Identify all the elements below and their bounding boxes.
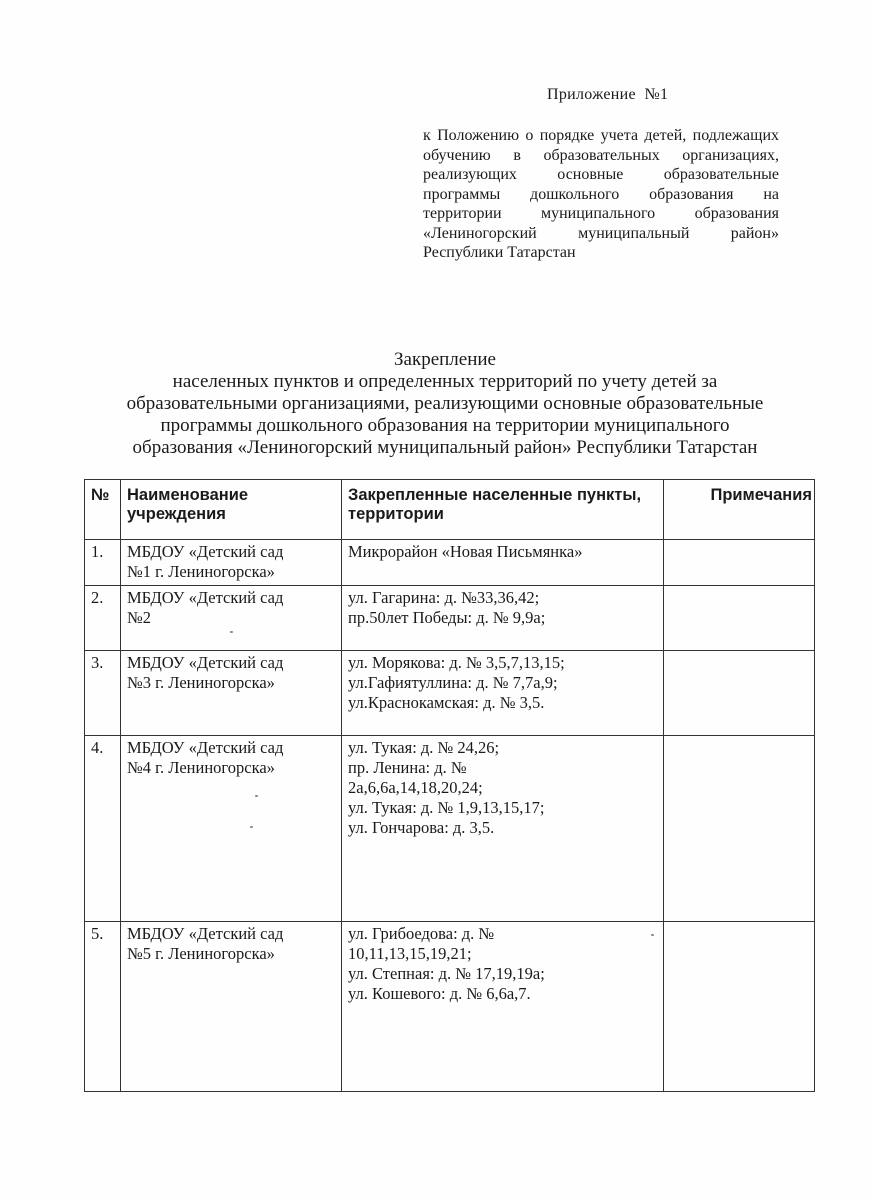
territory-line: ул. Гагарина: д. №33,36,42; (348, 588, 540, 607)
table-row (85, 922, 815, 1092)
notes-cell (664, 540, 815, 586)
header-territories: Закрепленные населенные пункты, территории (342, 480, 664, 540)
territory-line: ул. Тукая: д. № 1,9,13,15,17; (348, 798, 545, 817)
scan-speck (651, 934, 654, 936)
territory-line: пр.50лет Победы: д. № 9,9а; (348, 608, 546, 627)
institution-name (121, 651, 342, 736)
territory-line: 2а,6,6а,14,18,20,24; (348, 778, 483, 797)
territories-cell (342, 651, 664, 736)
row-number: 5. (85, 922, 121, 1092)
heading-line-3: образовательными организациями, реализующими основные образовательные (126, 393, 764, 414)
territory-line: Микрорайон «Новая Письмянка» (348, 542, 583, 561)
notes-cell (664, 736, 815, 922)
name-line: №4 г. Лениногорска» (127, 758, 275, 777)
name-line: МБДОУ «Детский сад (127, 653, 284, 672)
territories-cell (342, 736, 664, 922)
name-line: №2 (127, 608, 151, 627)
notes-cell (664, 922, 815, 1092)
table-row (85, 540, 815, 586)
assignment-table (84, 479, 815, 1092)
name-line: МБДОУ «Детский сад (127, 588, 284, 607)
territory-line: ул. Гончарова: д. 3,5. (348, 818, 495, 837)
row-number: 3. (85, 651, 121, 736)
appendix-reference-text: к Положению о порядке учета детей, подлежащих обучению в образовательных организациях, реализующих основные образовательные программы дошкольного образования на территории муниципального образования «Лениногорский муниципальный район» Республики Татарстан (423, 127, 779, 261)
institution-name (121, 586, 342, 651)
territory-line: ул. Грибоедова: д. № (348, 924, 495, 943)
territories-cell (342, 540, 664, 586)
name-line: №1 г. Лениногорска» (127, 562, 275, 581)
name-line: МБДОУ «Детский сад (127, 542, 284, 561)
notes-cell (664, 651, 815, 736)
row-number: 2. (85, 586, 121, 651)
row-number: 1. (85, 540, 121, 586)
name-line: №5 г. Лениногорска» (127, 944, 275, 963)
institution-name (121, 736, 342, 922)
heading-line-1: Закрепление (394, 349, 496, 370)
territories-cell (342, 922, 664, 1092)
territory-line: ул. Морякова: д. № 3,5,7,13,15; (348, 653, 565, 672)
institution-name (121, 922, 342, 1092)
name-line: №3 г. Лениногорска» (127, 673, 275, 692)
territories-cell (342, 586, 664, 651)
header-name: Наименование учреждения (121, 480, 342, 540)
name-line: МБДОУ «Детский сад (127, 924, 284, 943)
appendix-title: Приложение №1 (547, 86, 669, 103)
territory-line: ул.Краснокамская: д. № 3,5. (348, 693, 545, 712)
name-line: МБДОУ «Детский сад (127, 738, 284, 757)
scan-speck (230, 631, 233, 633)
row-number: 4. (85, 736, 121, 922)
territory-line: ул. Тукая: д. № 24,26; (348, 738, 500, 757)
table-row (85, 586, 815, 651)
heading-line-2: населенных пунктов и определенных территорий по учету детей за (172, 371, 718, 392)
territory-line: ул. Степная: д. № 17,19,19а; (348, 964, 545, 983)
heading-line-5: образования «Лениногорский муниципальный район» Республики Татарстан (132, 437, 758, 458)
header-num: № (85, 480, 121, 540)
territory-line: ул.Гафиятуллина: д. № 7,7а,9; (348, 673, 558, 692)
scan-speck (255, 795, 258, 797)
table-row (85, 736, 815, 922)
notes-cell (664, 586, 815, 651)
document-heading (60, 349, 830, 459)
table-header-row (85, 480, 815, 540)
header-notes: Примечания (664, 480, 815, 540)
table-row (85, 651, 815, 736)
heading-line-4: программы дошкольного образования на территории муниципального (160, 415, 730, 436)
territory-line: ул. Кошевого: д. № 6,6а,7. (348, 984, 531, 1003)
territory-line: 10,11,13,15,19,21; (348, 944, 472, 963)
institution-name (121, 540, 342, 586)
scan-speck (250, 826, 253, 828)
territory-line: пр. Ленина: д. № (348, 758, 467, 777)
